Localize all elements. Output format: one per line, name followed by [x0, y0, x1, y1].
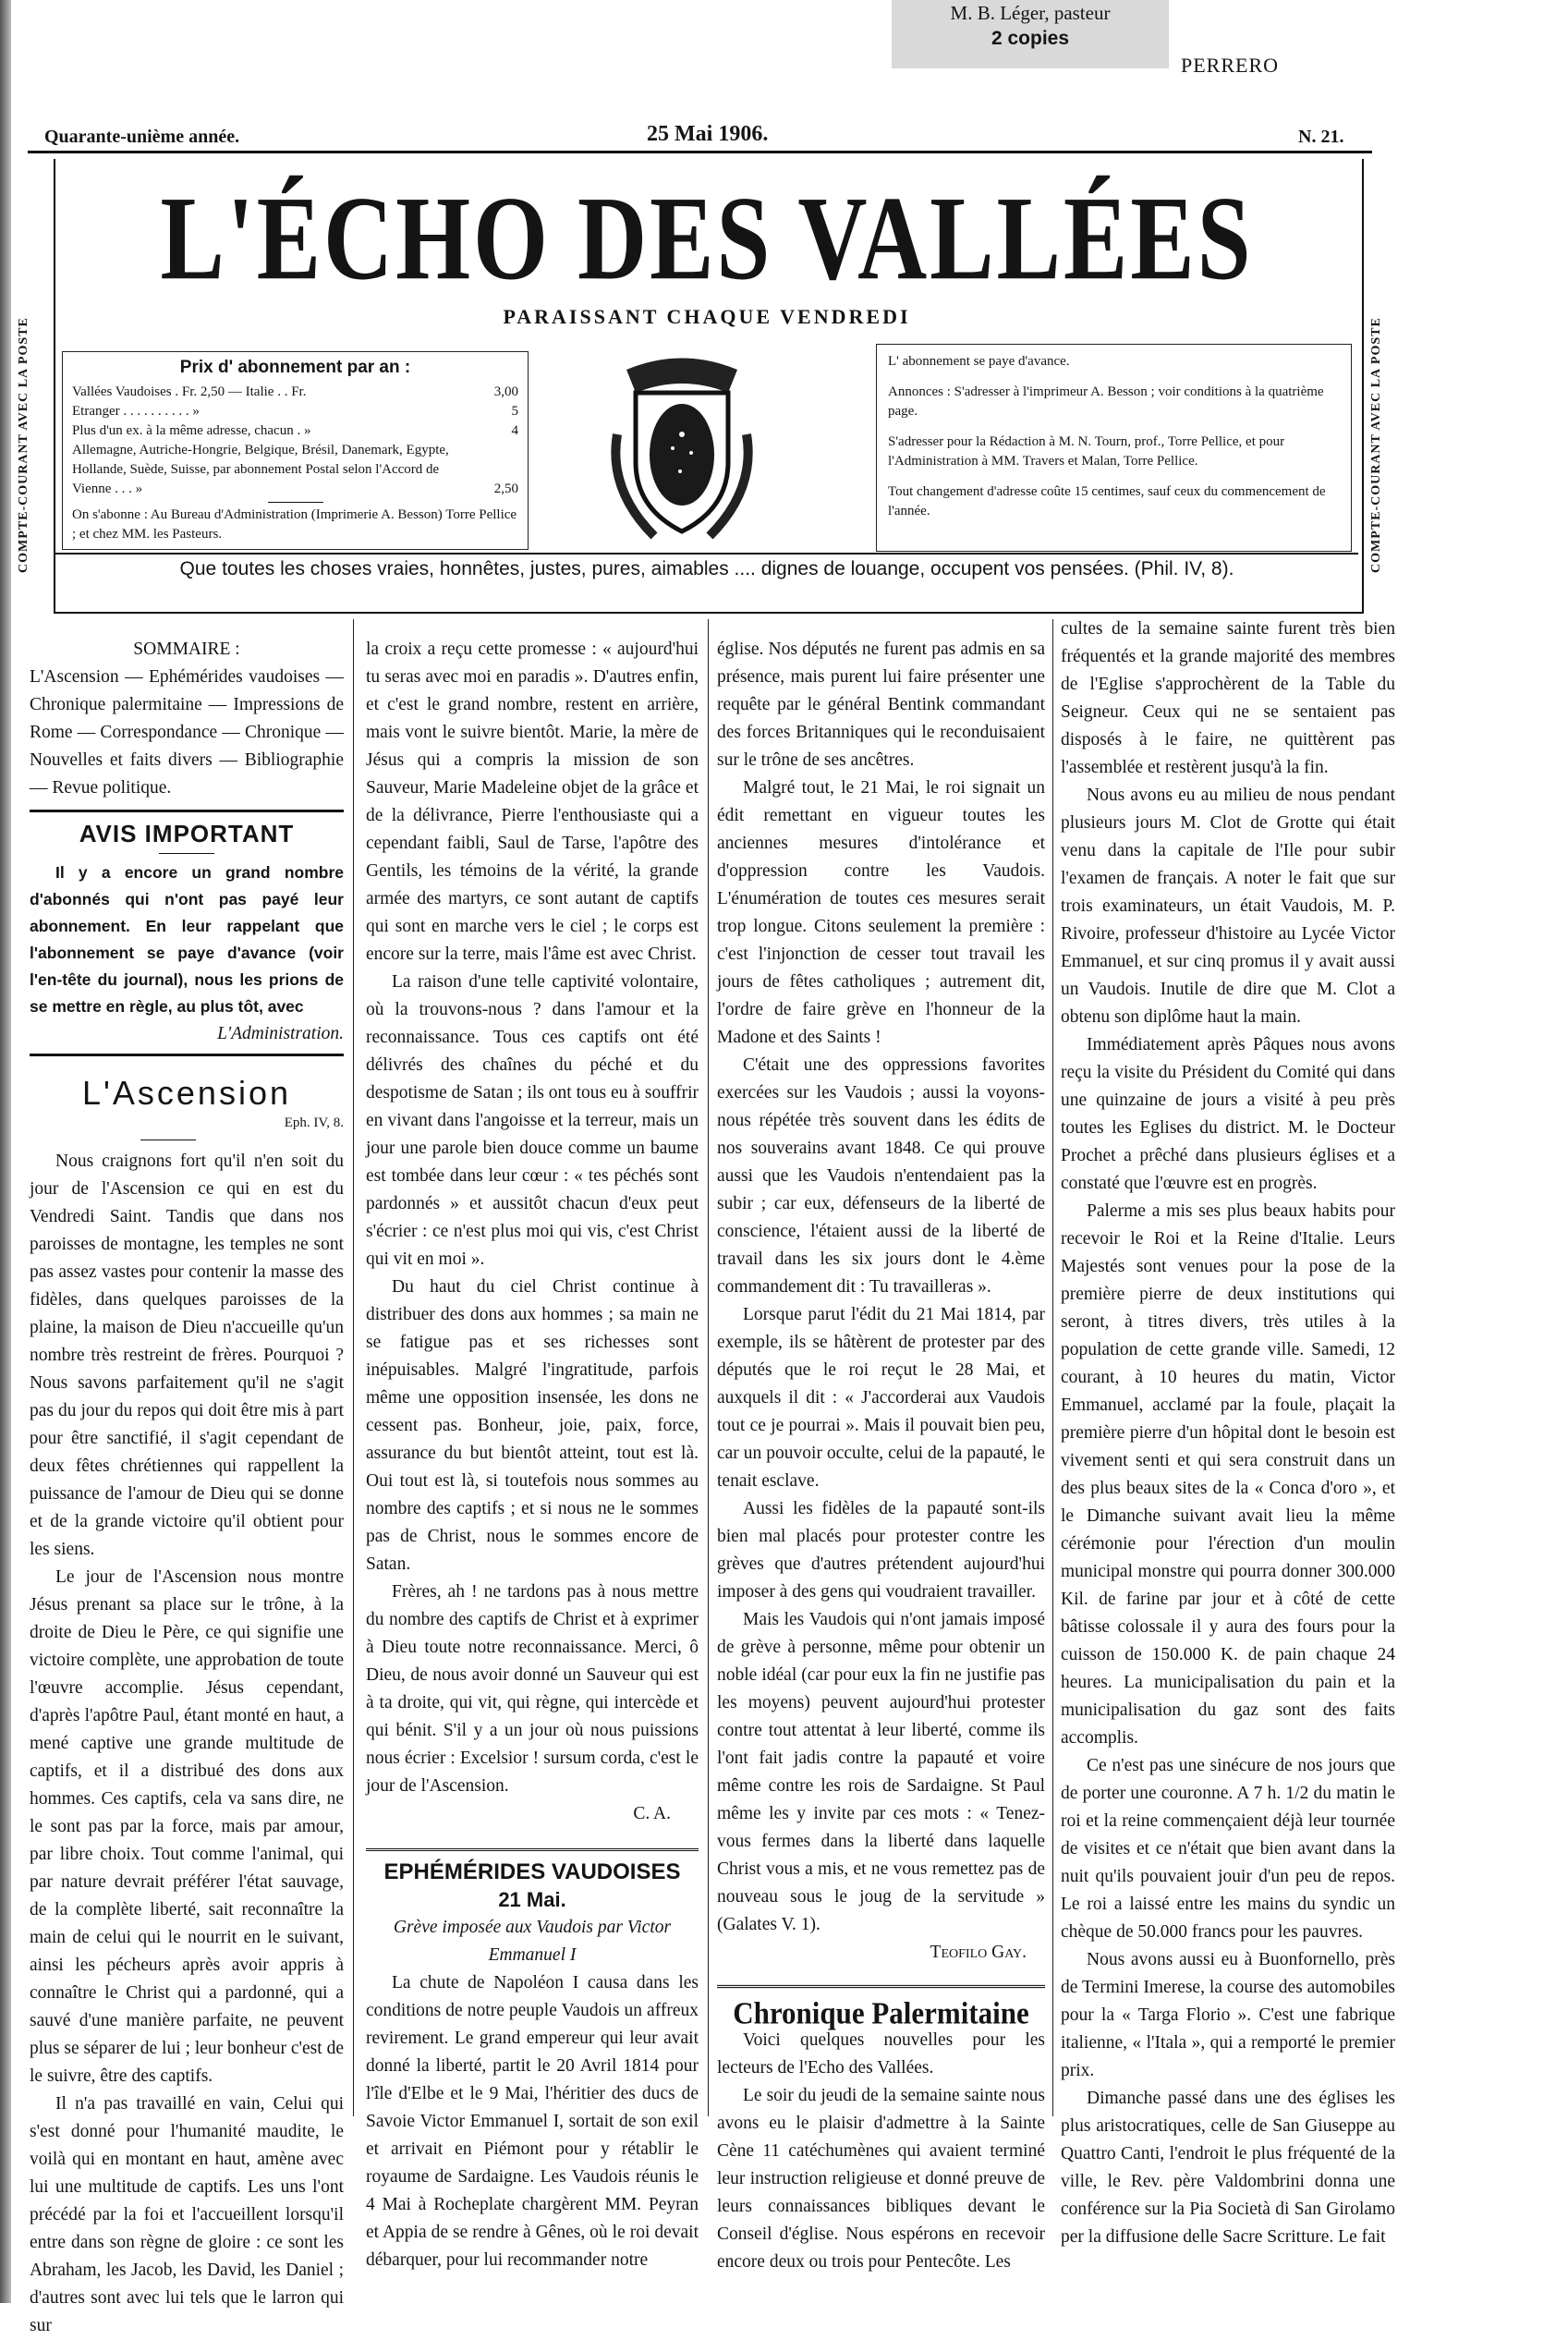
article-subtitle: Grève imposée aux Vaudois par Victor Emmanuel I: [393, 1918, 672, 1965]
issue-number: N. 21.: [1298, 127, 1344, 147]
info-line: L' abonnement se paye d'avance.: [888, 354, 1070, 369]
price-label: Allemagne, Autriche-Hongrie, Belgique, Brésil, Danemark, Egypte, Hollande, Suède, Suisse, par abonnement Postal selon l'Accord de Vienne . . . »: [72, 443, 449, 496]
price-row: [72, 421, 518, 441]
paragraph: cultes de la semaine sainte furent très bien fréquentés et la grande majorité des membres de l'Eglise s'approchèrent de la Table du Seigneur. Ceux qui ne se sentaient pas disposés à le faire, ne quittèrent pas l'assemblée et restèrent jusqu'à la fin.: [1061, 619, 1395, 777]
article-heading: EPHÉMÉRIDES VAUDOISES: [366, 1848, 699, 1886]
column-divider: [1052, 619, 1053, 2116]
quote-rule: [55, 553, 1358, 555]
column-divider: [708, 619, 709, 2116]
paragraph: La raison d'une telle captivité volontaire, où la trouvons-nous ? dans l'amour et la reconnaissance. Tous ces captifs ont été délivrés des chaînes du péché et du despotisme de Satan ; ils ont tous eu à souffrir en vivant dans l'angoisse et la terreur, mais un jour une parole bien douce comme un baume est tombée dans leur cœur : « tes péchés sont pardonnés » et aussitôt chacun d'eux peut s'écrier : ce n'est plus moi qui vis, c'est Christ qui vit en moi ».: [366, 972, 699, 1269]
side-text-right: COMPTE-COURANT AVEC LA POSTE: [1369, 317, 1383, 573]
motto-quote: Que toutes les choses vraies, honnêtes, justes, pures, aimables .... dignes de louange, occupent vos pensées. (Phil. IV, 8).: [179, 558, 1234, 579]
paragraph: Nous craignons fort qu'il n'en soit du jour de l'Ascension ce qui en est du Vendredi Saint. Tandis que dans nos paroisses de montagne, les temples ne sont pas assez vastes pour contenir la masse des fidèles, dans quelques paroisses de la plaine, la maison de Dieu n'accueille qu'un nombre très restreint de frères. Pourquoi ? Nous savons parfaitement qu'il ne s'agit pas du jour du repos qui doit être mis à part pour être sanctifié, il s'agit cependant de deux fêtes chrétiennes qui rappellent la puissance de l'amour de Dieu qui se donne et de la grande victoire qu'il obtient pour les siens.: [30, 1152, 344, 1559]
paragraph: Nous avons eu au milieu de nous pendant plusieurs jours M. Clot de Grotte qui était venu dans la capitale de l'Ile pour subir l'examen de français. A noter le fait que sur trois examinateurs, un était Vaudois, M. P. Rivoire, professeur d'histoire au Lycée Victor Emmanuel, et sur cinq promus il y avait aussi un Vaudois. Inutile de dire que M. Clot a obtenu son diplôme haut la main.: [1061, 786, 1395, 1027]
article-signature: Teofilo Gay.: [930, 1943, 1027, 1962]
info-line: Tout changement d'adresse coûte 15 centimes, sauf ceux du commencement de l'année.: [888, 484, 1326, 518]
column-4: [1061, 615, 1395, 2251]
article-heading: L'Ascension: [82, 1074, 291, 1112]
price-row: [72, 402, 518, 421]
price-value: 3,00: [493, 384, 518, 399]
paragraph: C'était une des oppressions favorites exercées sur les Vaudois ; aussi la voyons-nous répétée très souvent dans les édits de nos souverains avant 1848. Ce qui prouve aussi que les Vaudois n'entendaient pas la subir ; car eux, défenseurs de la liberté de conscience, l'étaient aussi de la liberté de travail dans les six jours dont le 4.ème commandement dit : Tu travailleras ».: [717, 1055, 1045, 1297]
divider: [268, 502, 323, 503]
paragraph: Malgré tout, le 21 Mai, le roi signait un édit remettant en vigueur toutes les anciennes mesures d'intolérance et d'oppression contre les Vaudois. L'énumération de toutes ces mesures serait trop longue. Citons seulement la première : c'est l'injonction de cesser tout travail les jours de fêtes catholiques ; autrement dit, l'ordre de faire grève en l'honneur de la Madone et des Saints !: [717, 778, 1045, 1047]
column-3: [717, 636, 1045, 2276]
subscription-prices-box: [62, 351, 529, 550]
location-label: PERRERO: [1181, 54, 1280, 77]
column-2: [366, 636, 699, 2274]
price-row: [72, 383, 518, 402]
paragraph: Du haut du ciel Christ continue à distribuer des dons aux hommes ; sa main ne se fatigue pas et ses richesses sont inépuisables. Malgré l'ingratitude, parfois même une opposition insensée, les dons ne cessent pas. Bonheur, joie, paix, force, assurance du but bientôt atteint, tout est là. Oui tout est là, si toutefois nous sommes au nombre des captifs ; et si nous ne le sommes pas de Christ, nous le sommes encore de Satan.: [366, 1277, 699, 1574]
publication-info-box: [876, 344, 1352, 552]
subscribe-info: On s'abonne : Au Bureau d'Administration (Imprimerie A. Besson) Torre Pellice ; et chez MM. les Pasteurs.: [72, 507, 517, 542]
paragraph: Aussi les fidèles de la papauté sont-ils bien mal placés pour protester contre les grèves que d'autres prétendent aujourd'hui imposer à des gens qui voudraient travailler.: [717, 1499, 1045, 1602]
paragraph: Immédiatement après Pâques nous avons reçu la visite du Président du Comité qui dans une quinzaine de jours a visité à peu près toutes les Eglises du district. M. le Docteur Prochet a prêché dans plusieurs églises et a constaté que l'œuvre est en progrès.: [1061, 1035, 1395, 1193]
column-1: [30, 636, 344, 2340]
paragraph: Le jour de l'Ascension nous montre Jésus prenant sa place sur le trône, à la droite de Dieu le Père, ce qui signifie une victoire complète, une approbation de toute l'œuvre accomplie. Jésus cependant, d'après l'apôtre Paul, étant monté en haut, a mené captive une grande multitude de captifs, et il a distribué des dons aux hommes. Ces captifs, cela va sans dire, ne le sont pas par la force, mais par amour, par libre choix. Tout comme l'animal, qui par nature devrait préférer l'état sauvage, de la complète liberté, sait reconnaître la main de celui qui le nourrit en le suivant, ainsi les pécheurs après avoir appris à connaître le Christ qui a pardonné, qui a sauvé d'une manière parfaite, ne peuvent plus se séparer de lui ; leur bonheur c'est de le suivre, être des captifs.: [30, 1567, 344, 2086]
avis-text: Il y a encore un grand nombre d'abonnés qui n'ont pas payé leur abonnement. En leur rappelant que l'abonnement se paye d'avance (voir l'en-tête du journal), nous les prions de se mettre en règle, au plus tôt, avec: [30, 863, 344, 1016]
newspaper-subtitle: PARAISSANT CHAQUE VENDREDI: [503, 305, 911, 328]
paragraph: Voici quelques nouvelles pour les lecteurs de l'Echo des Vallées.: [717, 2030, 1045, 2078]
divider: [159, 853, 214, 854]
article-heading: Chronique Palermitaine: [717, 1985, 1045, 2029]
price-label: Etranger . . . . . . . . . . »: [72, 404, 200, 419]
paragraph: Il n'a pas travaillé en vain, Celui qui s'est donné pour l'humanité maudite, le voilà qui en montant en haut, amène avec lui une multitude de captifs. Les uns l'ont précédé par la foi et l'accueillent lorsqu'il entre dans son règne de gloire : ce sont les Abraham, les Jacob, les David, les Daniel ; d'autres sont avec lui tels que le larron qui sur: [30, 2094, 344, 2335]
article-date: 21 Mai.: [498, 1888, 566, 1911]
paragraph: Dimanche passé dans une des églises les plus aristocratiques, celle de San Giuseppe au Quattro Canti, l'endroit le plus fréquenté de la ville, le Rev. père Valdombrini donna une conférence sur la Pia Società di San Girolamo per la diffusione delle Sacre Scritture. Le fait: [1061, 2089, 1395, 2247]
price-row: [72, 441, 518, 499]
emblem-icon: [599, 351, 765, 545]
divider: [30, 1054, 344, 1056]
top-rule: [28, 151, 1372, 153]
avis-heading: AVIS IMPORTANT: [79, 820, 295, 847]
side-text-left: COMPTE-COURANT AVEC LA POSTE: [17, 317, 30, 573]
scan-edge: [0, 0, 11, 2303]
info-line: Annonces : S'adresser à l'imprimeur A. Besson ; voir conditions à la quatrième page.: [888, 384, 1324, 419]
price-value: 2,50: [493, 481, 518, 496]
price-label: Plus d'un ex. à la même adresse, chacun . »: [72, 423, 311, 438]
stamp-copies: 2 copies: [991, 28, 1070, 49]
paragraph: Lorsque parut l'édit du 21 Mai 1814, par exemple, ils se hâtèrent de protester par des députés que le roi reçut le 28 Mai, et auxquels il dit : « J'accorderai aux Vaudois tout ce je pourrai ». Mais il pouvait bien peu, car un pouvoir occulte, celui de la papauté, le tenait esclave.: [717, 1305, 1045, 1491]
paragraph: La chute de Napoléon I causa dans les conditions de notre peuple Vaudois un affreux revirement. Le grand empereur qui leur avait donné la liberté, partit le 20 Avril 1814 pour l'île d'Elbe et le 9 Mai, l'héritier des ducs de Savoie Victor Emmanuel I, sortait de son exil et arrivait en Piémont pour y rétablir le royaume de Sardaigne. Les Vaudois réunis le 4 Mai à Rocheplate chargèrent MM. Peyran et Appia de se rendre à Gênes, où le roi devait débarquer, pour lui recommander notre: [366, 1973, 699, 2270]
paragraph: Palerme a mis ses plus beaux habits pour recevoir le Roi et la Reine d'Italie. Leurs Majestés sont venues pour la pose de la première pierre de deux institutions qui seront, à titres divers, très utiles à la population de cette grande ville. Samedi, 12 courant, à 10 heures du matin, Victor Emmanuel, acclamé par la foule, plaçait la première pierre d'un hôpital dont le besoin est vivement senti et qui sera construit dans un des plus beaux sites de la « Conca d'oro », et le Dimanche suivant avait lieu la même cérémonie pour l'érection d'un moulin municipal monstre qui pourra donner 300.000 Kil. de farine par jour et à côté de cette bâtisse colossale il y aura des fours pour la cuisson de 150.000 K. de pain chaque 24 heures. La municipalisation du pain et la municipalisation du gaz sont des faits accomplis.: [1061, 1201, 1395, 1748]
newspaper-title: L'ÉCHO DES VALLÉES: [160, 172, 1254, 305]
address-stamp: [892, 0, 1169, 68]
paragraph: Frères, ah ! ne tardons pas à nous mettre du nombre des captifs de Christ et à exprimer à Dieu toute notre reconnaissance. Merci, ô Dieu, de nous avoir donné un Sauveur qui est à ta droite, qui vit, qui règne, qui intercède et qui bénit. S'il y a un jour où nous puissions nous écrier : Excelsior ! sursum corda, c'est le jour de l'Ascension.: [366, 1582, 699, 1796]
price-label: Vallées Vaudoises . Fr. 2,50 — Italie . . Fr.: [72, 384, 307, 399]
paragraph: église. Nos députés ne furent pas admis en sa présence, mais purent lui faire présenter une requête par le général Bentink commandant des forces Britanniques qui le reconduisaient sur le trône de ses ancêtres.: [717, 640, 1045, 770]
column-divider: [353, 619, 354, 2116]
prices-heading: Prix d' abonnement par an :: [179, 358, 411, 377]
article-signature: C. A.: [633, 1804, 671, 1823]
issue-date: 25 Mai 1906.: [647, 122, 769, 146]
info-line: S'adresser pour la Rédaction à M. N. Tourn, prof., Torre Pellice, et pour l'Administration à MM. Travers et Malan, Torre Pellice.: [888, 434, 1285, 469]
year-label: Quarante-unième année.: [44, 127, 240, 147]
stamp-recipient: M. B. Léger, pasteur: [950, 2, 1111, 24]
avis-signature: L'Administration.: [217, 1024, 344, 1043]
paragraph: Nous avons aussi eu à Buonfornello, près de Termini Imerese, la course des automobiles pour la « Targa Florio ». C'est une fabrique italienne, « l'Itala », qui a remporté le premier prix.: [1061, 1950, 1395, 2080]
price-value: 5: [511, 404, 518, 419]
paragraph: Ce n'est pas une sinécure de nos jours que de porter une couronne. A 7 h. 1/2 du matin le roi et la reine commençaient déjà leur tournée de visites et ce n'était que bien avant dans la nuit qu'ils pouvaient jouir d'un peu de repos. Le roi a laissé entre les mains du syndic un chèque de 50.000 francs pour les pauvres.: [1061, 1756, 1395, 1942]
paragraph: Le soir du jeudi de la semaine sainte nous avons eu le plaisir d'admettre à la Sainte Cène 11 catéchumènes qui avaient terminé leur instruction religieuse et donné preuve de leurs connaissances bibliques devant le Conseil d'église. Nous espérons en recevoir encore deux ou trois pour Pentecôte. Les: [717, 2086, 1045, 2272]
sommaire-heading: SOMMAIRE :: [133, 640, 240, 659]
divider: [30, 810, 344, 812]
sommaire-text: L'Ascension — Ephémérides vaudoises — Chronique palermitaine — Impressions de Rome — Correspondance — Chronique — Nouvelles et faits divers — Bibliographie — Revue politique.: [30, 667, 344, 798]
price-value: 4: [511, 423, 518, 438]
bible-reference: Eph. IV, 8.: [284, 1115, 344, 1130]
paragraph: Mais les Vaudois qui n'ont jamais imposé de grève à personne, même pour obtenir un noble idéal (car pour eux la fin ne justifie pas les moyens) peuvent aujourd'hui protester contre tout attentat à leur liberté, comme ils l'ont fait jadis contre la papauté et voire même contre les rois de Sardaigne. St Paul même les y invite par ces mots : « Tenez-vous fermes dans la liberté dans laquelle Christ vous a mis, et ne vous remettez pas de nouveau sous le joug de la servitude » (Galates V. 1).: [717, 1610, 1045, 1934]
paragraph: la croix a reçu cette promesse : « aujourd'hui tu seras avec moi en paradis ». D'autres enfin, et c'est le grand nombre, restent en arrière, mais vont le suivre bientôt. Marie, la mère de Jésus qui a compris la mission de son Sauveur, Marie Madeleine objet de la grâce et de la délivrance, Pierre l'enthousiaste qui a cependant faibli, Saul de Tarse, l'apôtre des Gentils, les témoins de la vérité, la grande armée des martyrs, ce sont autant de captifs qui sont en marche vers le ciel ; le corps est encore sur la terre, mais l'âme est avec Christ.: [366, 640, 699, 964]
